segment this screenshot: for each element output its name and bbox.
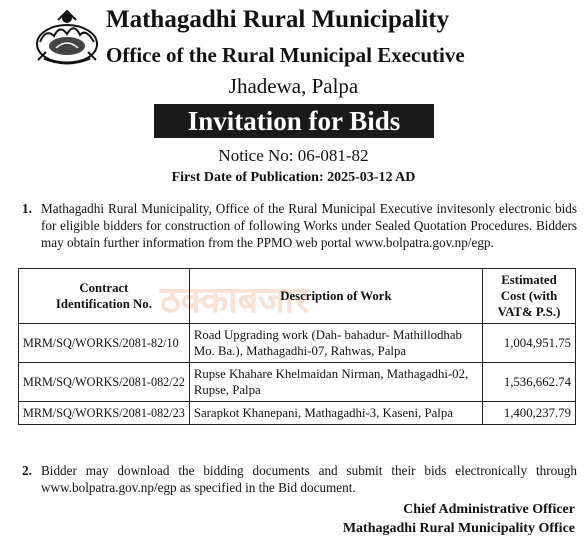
paragraph-text: Mathagadhi Rural Municipality, Office of the Rural Municipal Executive invitesonly electronic bids for eligible bidders for construction of following Works under Sealed Quotation Procedures. Bidders may obtain further information from the PPMO web portal www.bolpatra.gov.np/egp.: [41, 201, 577, 250]
paragraph-2: [22, 462, 577, 498]
contract-id: MRM/SQ/WORKS/2081-082/23: [19, 402, 190, 425]
paragraph-number: 2.: [22, 463, 32, 478]
estimated-cost: 1,400,237.79: [483, 402, 576, 425]
paragraph-number: 1.: [22, 201, 32, 216]
signatory-office: Mathagadhi Rural Municipality Office: [342, 521, 575, 536]
header-description: Description of Work: [189, 269, 482, 324]
header-estimated-cost: [483, 269, 576, 324]
header-cost-line3: VAT& P.S.): [497, 305, 561, 319]
publication-date: First Date of Publication: 2025-03-12 AD: [171, 170, 416, 185]
work-description: Road Upgrading work (Dah- bahadur- Mathillodhab Mo. Ba.), Mathagadhi-07, Rahwas, Palpa: [189, 324, 482, 363]
office-location: Jhadewa, Palpa: [228, 74, 359, 98]
header-contract-line1: Contract: [79, 281, 129, 295]
header-contract-line2: Identification No.: [55, 297, 152, 311]
work-description: Rupse Khahare Khelmaidan Nirman, Mathagadhi-02, Rupse, Palpa: [189, 363, 482, 402]
paragraph-1: [22, 200, 577, 254]
works-table: [18, 268, 576, 425]
header-cost-line2: Cost (with: [500, 289, 558, 303]
contract-id: MRM/SQ/WORKS/2081-082/22: [19, 363, 190, 402]
watermark-logo: ठक्काबजार: [160, 280, 309, 321]
table-row: [19, 363, 576, 402]
notice-header: [0, 0, 587, 185]
estimated-cost: 1,536,662.74: [483, 363, 576, 402]
invitation-banner: Invitation for Bids: [154, 104, 434, 138]
paragraph-text: Bidder may download the bidding documents and submit their bids electronically through www.bolpatra.gov.np/egp as specified in the Bid document.: [41, 463, 577, 495]
municipality-name: Mathagadhi Rural Municipality: [106, 6, 450, 33]
contract-id: MRM/SQ/WORKS/2081-82/10: [19, 324, 190, 363]
work-description: Sarapkot Khanepani, Mathagadhi-3, Kaseni, Palpa: [189, 402, 482, 425]
table-row: [19, 402, 576, 425]
header-contract-id: [19, 269, 190, 324]
notice-number: Notice No: 06-081-82: [218, 146, 369, 165]
signatory-title: Chief Administrative Officer: [403, 502, 575, 517]
table-row: [19, 324, 576, 363]
header-cost-line1: Estimated: [501, 273, 557, 287]
table-header-row: [19, 269, 576, 324]
nepal-government-emblem-icon: [34, 8, 100, 66]
estimated-cost: 1,004,951.75: [483, 324, 576, 363]
office-name: Office of the Rural Municipal Executive: [106, 43, 465, 67]
